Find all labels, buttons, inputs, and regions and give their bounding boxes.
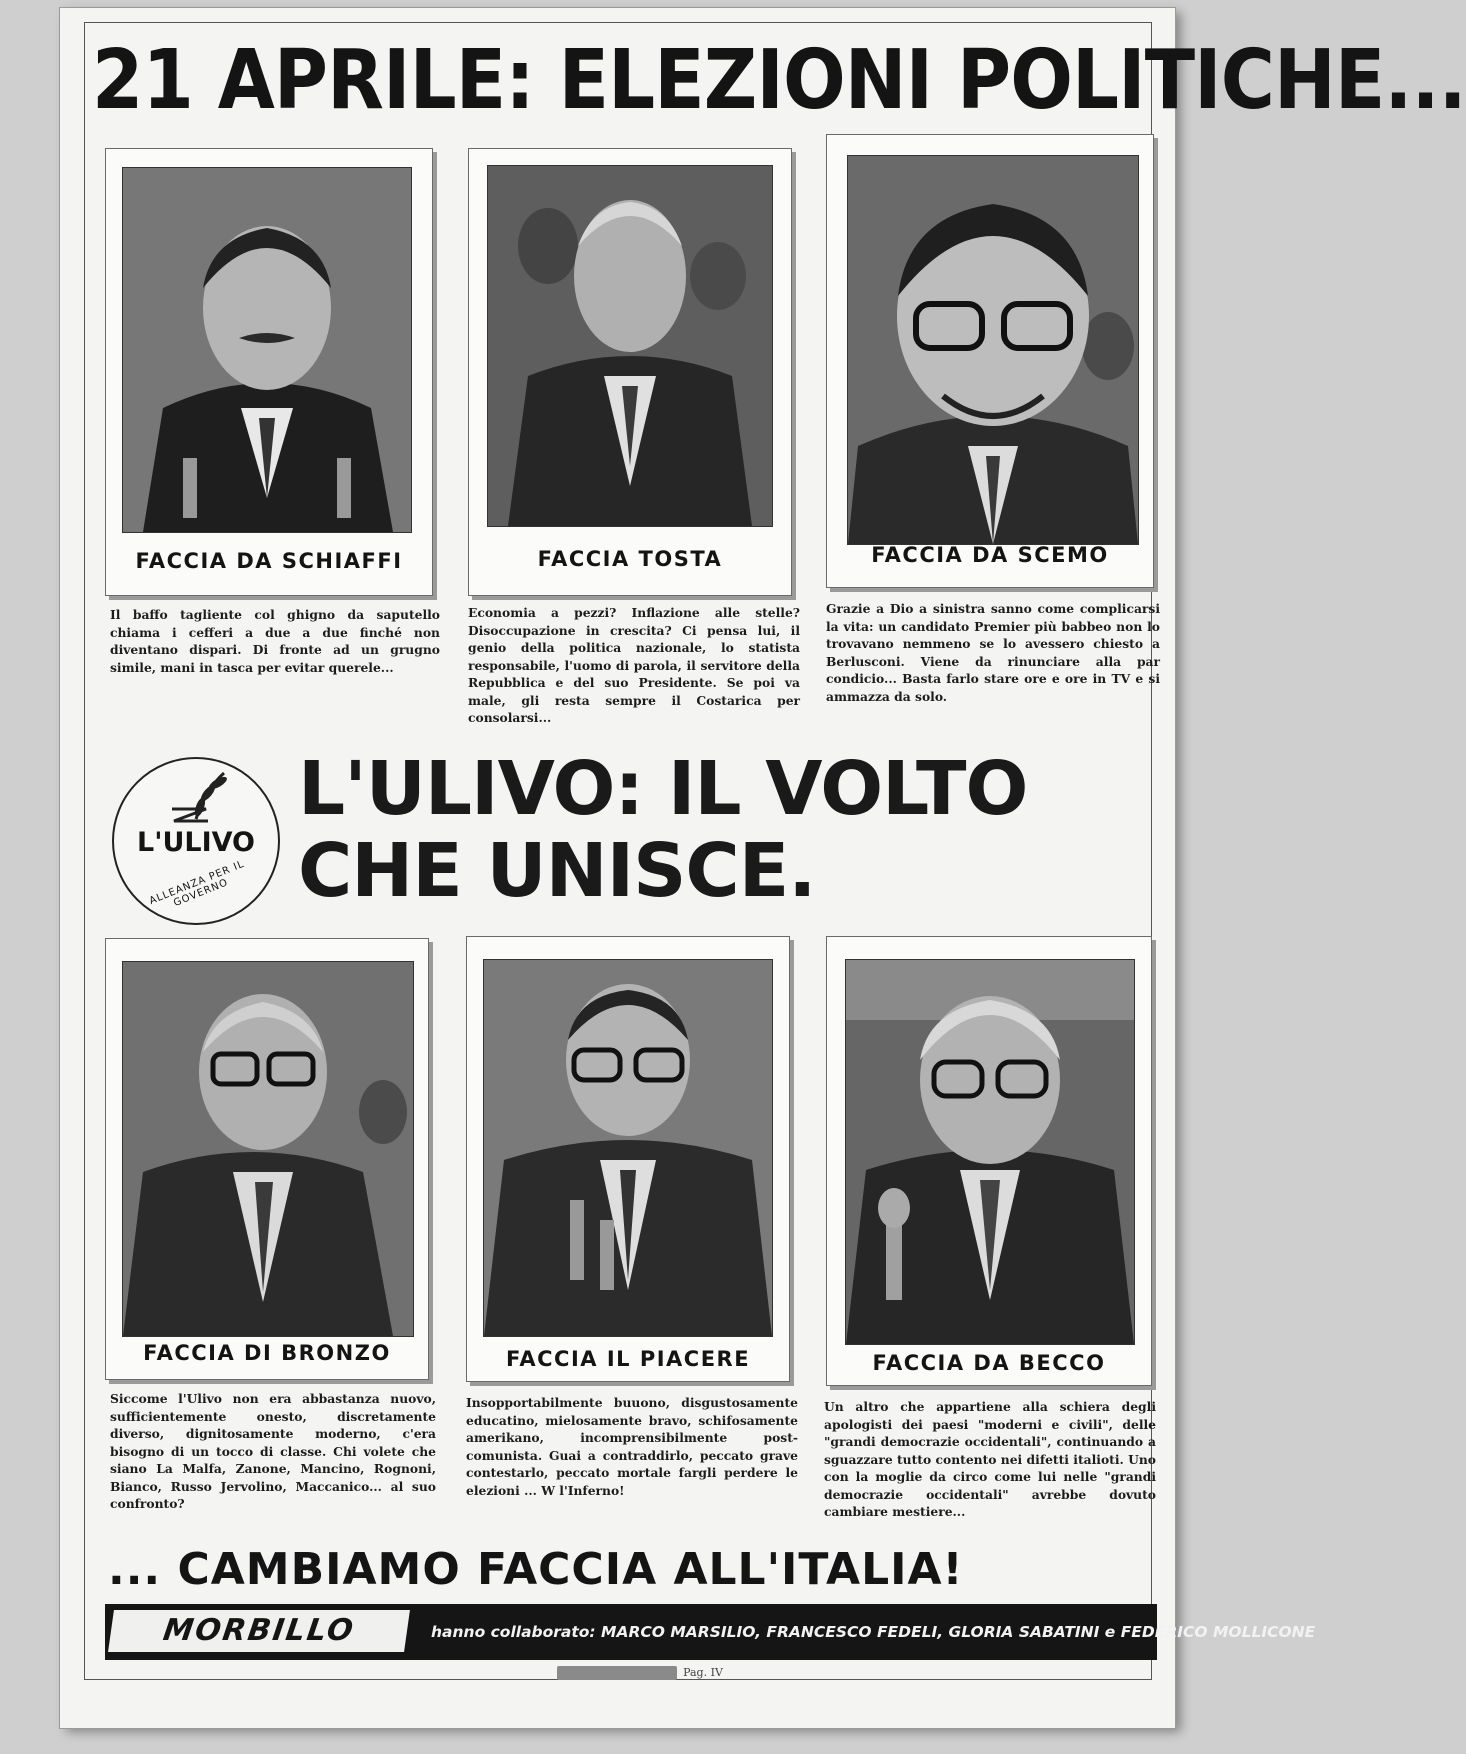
credits-text: hanno collaborato: MARCO MARSILIO, FRANCESCO FEDELI, GLORIA SABATINI e FEDERICO MOLLICONE [431,1623,1316,1641]
portrait-caption: FACCIA DA SCHIAFFI [135,549,403,573]
portrait-illustration [123,168,411,532]
portrait-card-piacere [466,936,790,1382]
portrait-photo [122,167,412,533]
magazine-brand: MORBILLO [108,1610,410,1652]
page-reference [540,1666,740,1680]
portrait-photo [845,959,1135,1345]
slogan-line-2: CHE UNISCE. [298,828,816,914]
portrait-card-tosta [468,148,792,596]
portrait-illustration [848,156,1138,544]
credits-bar [105,1604,1316,1660]
portrait-photo [122,961,414,1337]
slogan-line-1: L'ULIVO: IL VOLTO [298,746,1028,832]
headline: 21 APRILE: ELEZIONI POLITICHE... [92,33,1466,128]
slogan [298,748,1158,912]
portrait-illustration [484,960,772,1336]
portrait-caption: FACCIA TOSTA [537,547,723,571]
portrait-text: Il baffo tagliente col ghigno da saputello chiama i cefferi a due a due finché non diventano dispari. Di fronte ad un grugno simile, mani in tasca per evitar querele... [110,607,440,675]
portrait-caption: FACCIA DA SCEMO [871,543,1109,567]
portrait-caption: FACCIA DI BRONZO [143,1341,391,1365]
portrait-illustration [123,962,413,1336]
portrait-text: Economia a pezzi? Inflazione alle stelle? Disoccupazione in crescita? Ci pensa lui, il genio della politica nazionale, lo statista responsabile, l'uomo di parola, il servitore della Repubblica e del suo Presidente. Se poi va male, gli resta sempre il Costarica per consolarsi... [468,605,800,725]
portrait-photo [483,959,773,1337]
portrait-text: Siccome l'Ulivo non era abbastanza nuovo, sufficientemente onesto, discretamente diverso, dignitosamente moderno, c'era bisogno di un tocco di classe. Chi volete che siano La Malfa, Zanone, Mancino, Rognoni, Bianco, Russo Jervolino, Maccanico... al suo confronto? [110,1391,436,1511]
portrait-text: Un altro che appartiene alla schiera degli apologisti dei paesi "moderni e civili", delle "grandi democrazie occidentali", continuando a sguazzare tutto contento nei difetti italioti. Uno con la moglie da circo come lui nelle "grandi democrazie occidentali" avrebbe dovuto cambiare mestiere... [824,1399,1156,1519]
portrait-illustration [488,166,772,526]
logo-subtitle: ALLEANZA PER IL GOVERNO [147,858,247,910]
masthead-mark [557,1666,677,1680]
portrait-illustration [846,960,1134,1344]
portrait-text: Insopportabilmente buuono, disgustosamente educatino, mielosamente bravo, schifosamente amerikano, incomprensibilmente post-comunista. Guai a contraddirlo, peccato grave contestarlo, peccato mortale fargli perdere le elezioni ... W l'Inferno! [466,1395,798,1498]
portrait-card-becco [826,936,1152,1386]
logo-name: L'ULIVO [136,827,256,858]
portrait-text: Grazie a Dio a sinistra sanno come complicarsi la vita: un candidato Premier più babbeo non lo trovavano nemmeno se lo avessero chiesto a Berlusconi. Viene da rinunciare alla par condicio... Basta farlo stare ore e ore in TV e si ammazza da solo. [826,601,1160,704]
portrait-card-scemo [826,134,1154,588]
bottom-slogan: ... CAMBIAMO FACCIA ALL'ITALIA! [108,1544,964,1595]
portrait-card-schiaffi [105,148,433,596]
portrait-photo [847,155,1139,545]
portrait-photo [487,165,773,527]
portrait-card-bronzo [105,938,429,1380]
portrait-caption: FACCIA IL PIACERE [505,1347,751,1371]
ulivo-logo [112,757,280,925]
portrait-caption: FACCIA DA BECCO [872,1351,1106,1375]
page-number: Pag. IV [683,1666,723,1679]
